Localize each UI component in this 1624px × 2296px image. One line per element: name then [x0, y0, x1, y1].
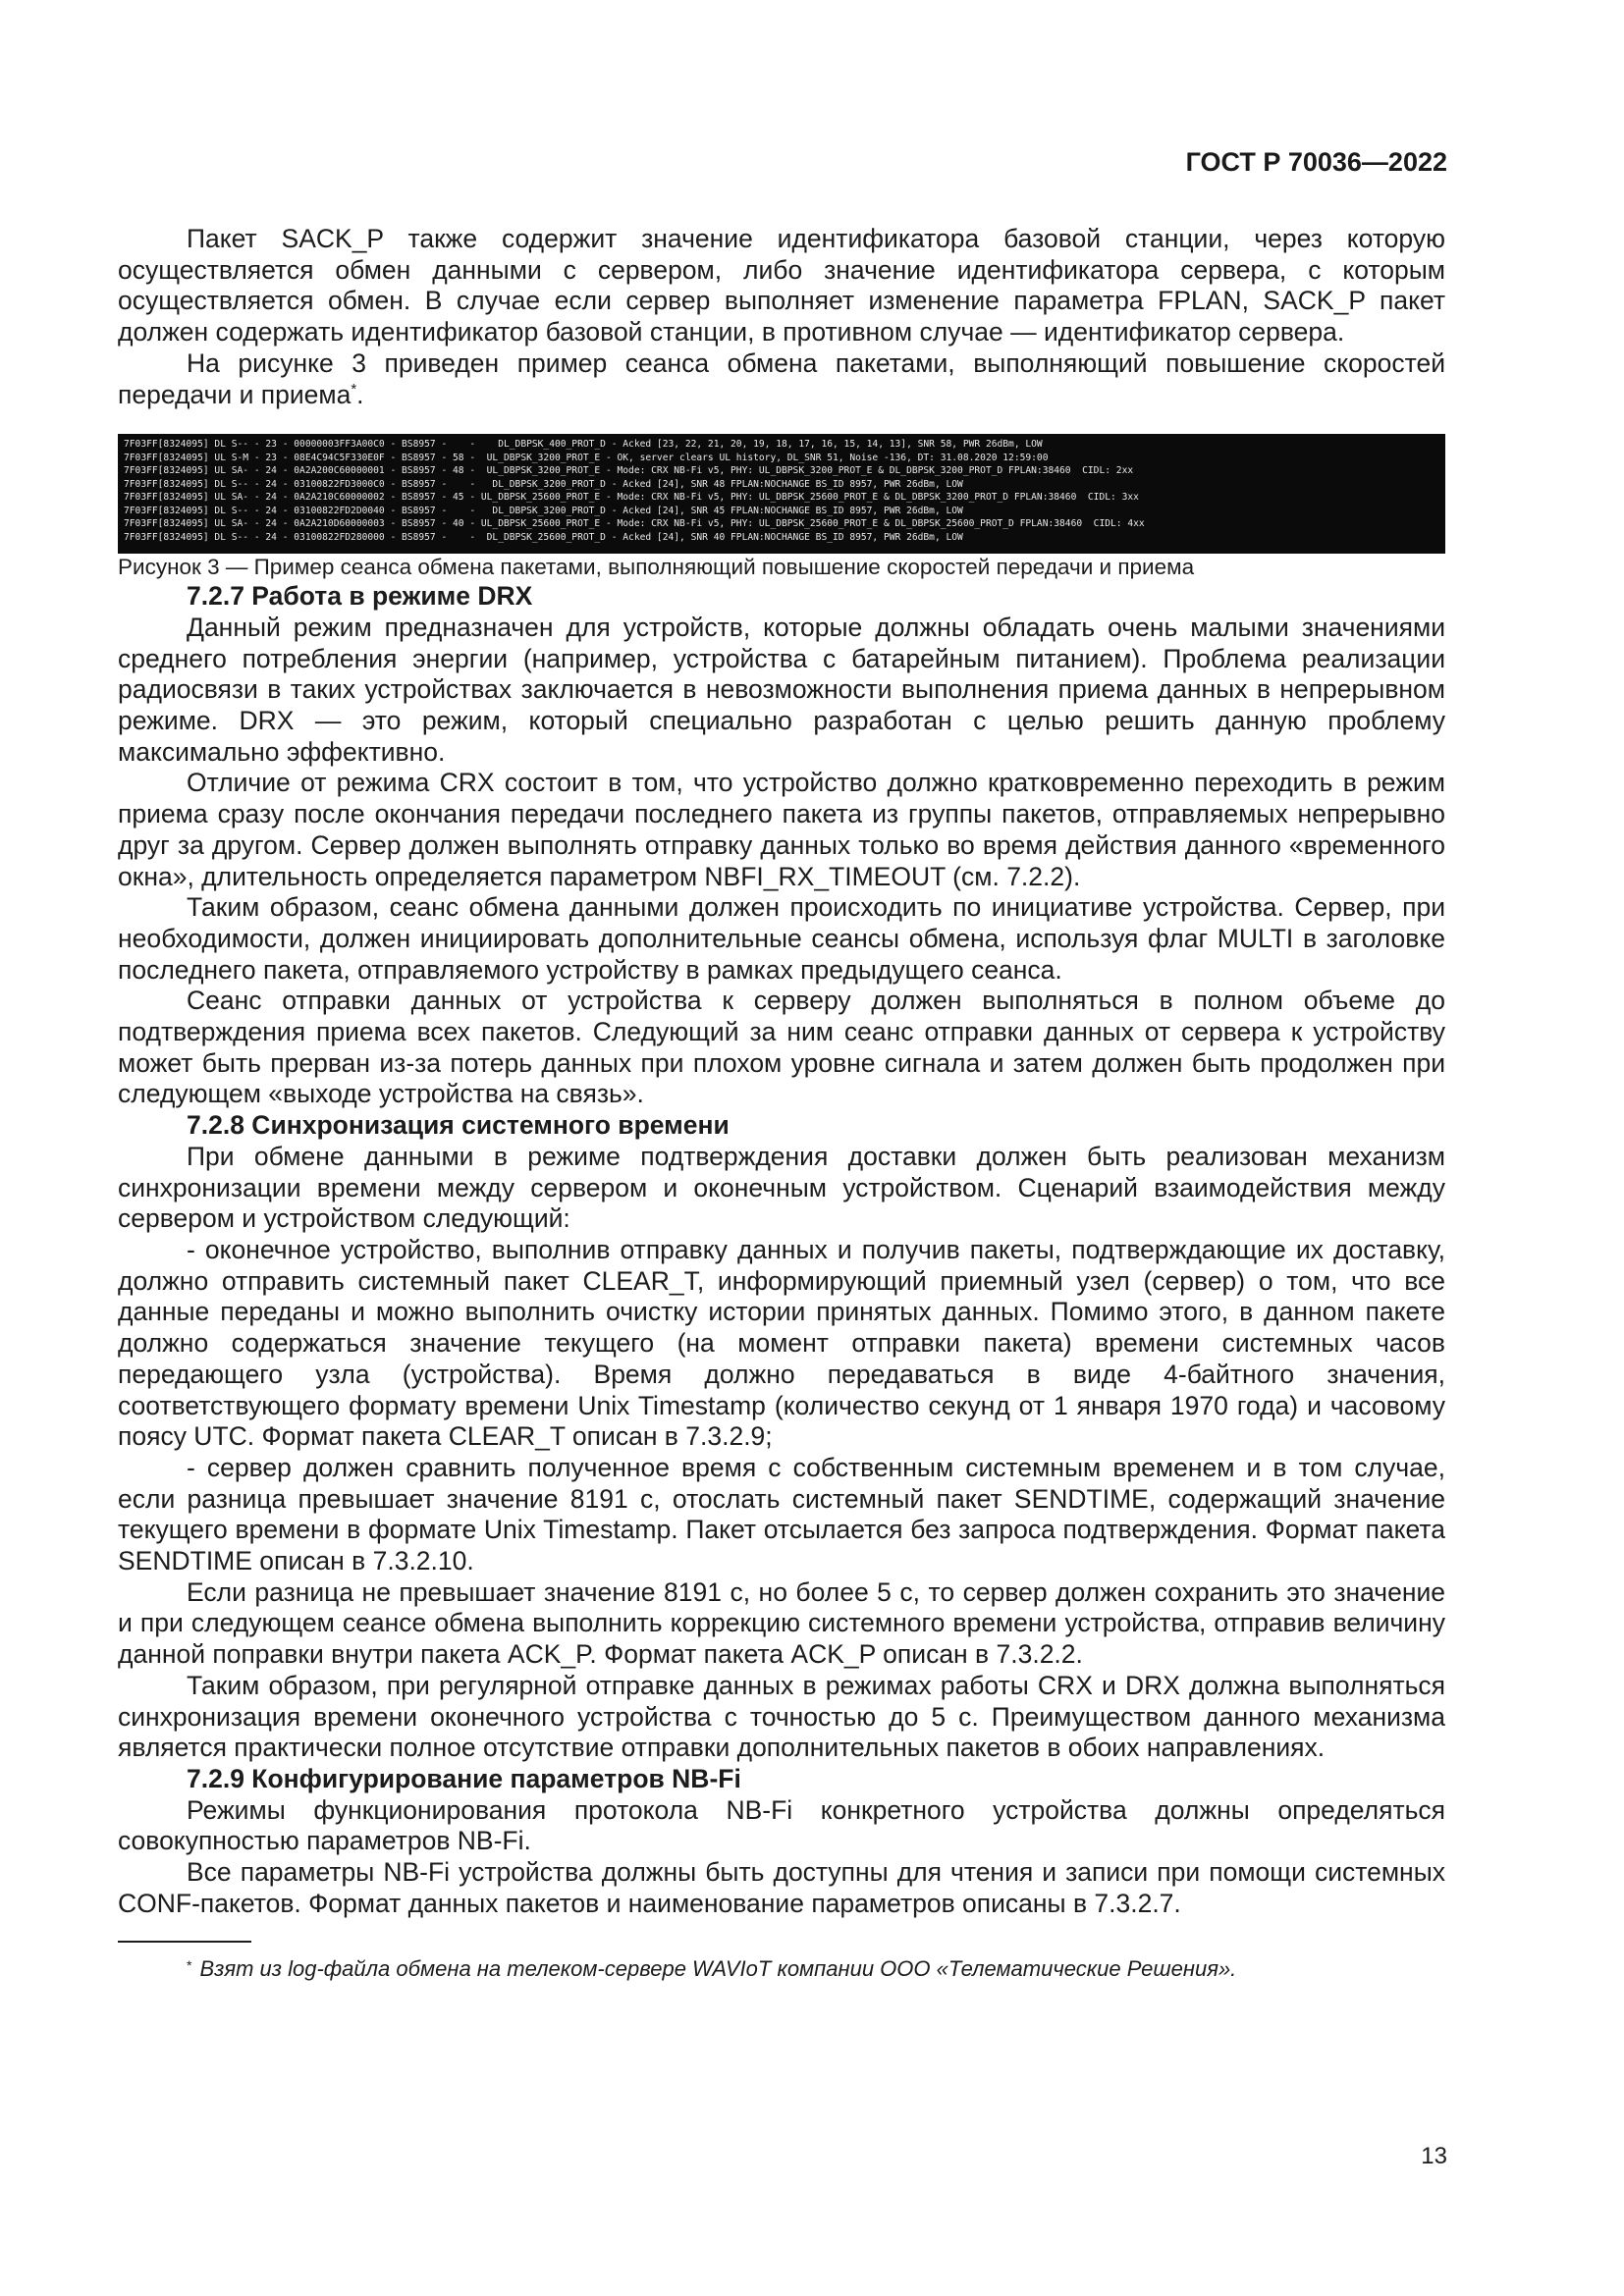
paragraph: При обмене данными в режиме подтверждения доставки должен быть реализован механизм синхронизации времени между сервером и оконечным устройством. Сценарий взаимодействия между сервером и устройством следующий: [118, 1141, 1445, 1234]
list-item: - оконечное устройство, выполнив отправку данных и получив пакеты, подтверждающие их доставку, должно отправить системный пакет CLEAR_T, информирующий приемный узел (сервер) о том, что все данные переданы и можно выполнить очистку истории принятых данных. Помимо этого, в данном пакете должно содержаться значение текущего (на момент отправки пакета) времени системных часов передающего узла (устройства). Время должно передаваться в виде 4-байтного значения, соответствующего формату времени Unix Timestamp (количество секунд от 1 января 1970 года) и часовому поясу UTC. Формат пакета CLEAR_T описан в 7.3.2.9; [118, 1234, 1445, 1452]
log-screenshot [118, 434, 1445, 554]
log-line: 7F03FF[8324095] UL S-M - 23 - 08E4C94C5F330E0F - BS8957 - 58 - UL_DBPSK_3200_PROT_E - OK, server clears UL history, DL_SNR 51, Noise -136, DT: 31.08.2020 12:59:00 [124, 452, 1049, 463]
page-number: 13 [1421, 2143, 1447, 2169]
log-line: 7F03FF[8324095] UL SA- - 24 - 0A2A210D60000003 - BS8957 - 40 - UL_DBPSK_25600_PROT_E - Mode: CRX NB-Fi v5, PHY: UL_DBPSK_25600_PROT_E & DL_DBPSK_25600_PROT_D FPLAN:38460 CIDL: 4xx [124, 518, 1145, 530]
document-body [118, 224, 1445, 1982]
paragraph-end: . [356, 379, 364, 409]
section-heading-728: 7.2.8 Синхронизация системного времени [187, 1110, 730, 1141]
paragraph: Сеанс отправки данных от устройства к серверу должен выполняться в полном объеме до подтверждения приема всех пакетов. Следующий за ним сеанс отправки данных от сервера к устройству может быть прерван из-за потерь данных при плохом уровне сигнала и затем должен быть продолжен при следующем «выходе устройства на связь». [118, 986, 1445, 1109]
log-line: 7F03FF[8324095] DL S-- - 24 - 03100822FD2D0040 - BS8957 - - DL_DBPSK_3200_PROT_D - Acked [24], SNR 45 FPLAN:NOCHANGE BS_ID 8957, PWR 26dBm, LOW [124, 505, 963, 516]
paragraph: Данный режим предназначен для устройств, которые должны обладать очень малыми значениями среднего потребления энергии (например, устройства с батарейным питанием). Проблема реализации радиосвязи в таких устройствах заключается в невозможности выполнения приема данных в непрерывном режиме. DRX — это режим, который специально разработан с целью решить данную проблему максимально эффективно. [118, 612, 1445, 767]
paragraph: Режимы функционирования протокола NB-Fi конкретного устройства должны определяться совокупностью параметров NB-Fi. [118, 1794, 1445, 1856]
paragraph [118, 348, 1445, 410]
log-line: 7F03FF[8324095] DL S-- - 23 - 00000003FF3A00C0 - BS8957 - - DL_DBPSK_400_PROT_D - Acked [23, 22, 21, 20, 19, 18, 17, 16, 15, 14, 13], SNR 58, PWR 26dBm, LOW [124, 439, 1043, 451]
paragraph: Все параметры NB-Fi устройства должны быть доступны для чтения и записи при помощи системных CONF-пакетов. Формат данных пакетов и наименование параметров описаны в 7.3.2.7. [118, 1857, 1445, 1918]
paragraph: Пакет SACK_P также содержит значение идентификатора базовой станции, через которую осуществляется обмен данными с сервером, либо значение идентификатора сервера, с которым осуществляется обмен. В случае если сервер выполняет изменение параметра FPLAN, SACK_P пакет должен содержать идентификатор базовой станции, в противном случае — идентификатор сервера. [118, 224, 1445, 347]
list-item: - сервер должен сравнить полученное время с собственным системным временем и в том случае, если разница превышает значение 8191 с, отослать системный пакет SENDTIME, содержащий значение текущего времени в формате Unix Timestamp. Пакет отсылается без запроса подтверждения. Формат пакета SENDTIME описан в 7.3.2.10. [118, 1452, 1445, 1576]
footnote [118, 1952, 1445, 1982]
log-line: 7F03FF[8324095] DL S-- - 24 - 03100822FD3000C0 - BS8957 - - DL_DBPSK_3200_PROT_D - Acked [24], SNR 48 FPLAN:NOCHANGE BS_ID 8957, PWR 26dBm, LOW [124, 478, 963, 490]
figure-caption: Рисунок 3 — Пример сеанса обмена пакетами, выполняющий повышение скоростей передачи и приема [118, 555, 1195, 580]
log-line: 7F03FF[8324095] DL S-- - 24 - 03100822FD280000 - BS8957 - - DL_DBPSK_25600_PROT_D - Acked [24], SNR 40 FPLAN:NOCHANGE BS_ID 8957, PWR 26dBm, LOW [124, 531, 963, 543]
standard-designation: ГОСТ Р 70036—2022 [1185, 147, 1447, 177]
paragraph: Таким образом, при регулярной отправке данных в режимах работы CRX и DRX должна выполняться синхронизация времени оконечного устройства с точностью до 5 с. Преимуществом данного механизма является практически полное отсутствие отправки дополнительных пакетов в обоих направлениях. [118, 1670, 1445, 1763]
footnote-mark: * [351, 380, 357, 398]
log-line: 7F03FF[8324095] UL SA- - 24 - 0A2A200C60000001 - BS8957 - 48 - UL_DBPSK_3200_PROT_E - Mode: CRX NB-Fi v5, PHY: UL_DBPSK_3200_PROT_E & DL_DBPSK_3200_PROT_D FPLAN:38460 CIDL: 2xx [124, 465, 1134, 477]
log-line: 7F03FF[8324095] UL SA- - 24 - 0A2A210C60000002 - BS8957 - 45 - UL_DBPSK_25600_PROT_E - Mode: CRX NB-Fi v5, PHY: UL_DBPSK_25600_PROT_E & DL_DBPSK_3200_PROT_D FPLAN:38460 CIDL: 3xx [124, 492, 1139, 504]
paragraph: Если разница не превышает значение 8191 с, но более 5 с, то сервер должен сохранить это значение и при следующем сеансе обмена выполнить коррекцию системного времени устройства, отправив величину данной поправки внутри пакета ACK_P. Формат пакета ACK_P описан в 7.3.2.2. [118, 1576, 1445, 1670]
section-heading-729: 7.2.9 Конфигурирование параметров NB-Fi [187, 1763, 741, 1793]
paragraph: Отличие от режима CRX состоит в том, что устройство должно кратковременно переходить в режим приема сразу после окончания передачи последнего пакета из группы пакетов, отправляемых непрерывно друг за другом. Сервер должен выполнять отправку данных только во время действия данного «временного окна», длительность определяется параметром NBFI_RX_TIMEOUT (см. 7.2.2). [118, 768, 1445, 891]
paragraph-text: На рисунке 3 приведен пример сеанса обмена пакетами, выполняющий повышение скоростей передачи и приема [118, 347, 1445, 409]
section-heading-727: 7.2.7 Работа в режиме DRX [187, 581, 533, 612]
footnote-divider [118, 1941, 251, 1943]
paragraph: Таким образом, сеанс обмена данными должен происходить по инициативе устройства. Сервер, при необходимости, должен инициировать дополнительные сеансы обмена, используя флаг MULTI в заголовке последнего пакета, отправляемого устройству в рамках предыдущего сеанса. [118, 892, 1445, 985]
footnote-mark: * [187, 1957, 192, 1974]
footnote-text: Взят из log-файла обмена на телеком-сервере WAVIoT компании ООО «Телематические Решения». [199, 1956, 1237, 1982]
